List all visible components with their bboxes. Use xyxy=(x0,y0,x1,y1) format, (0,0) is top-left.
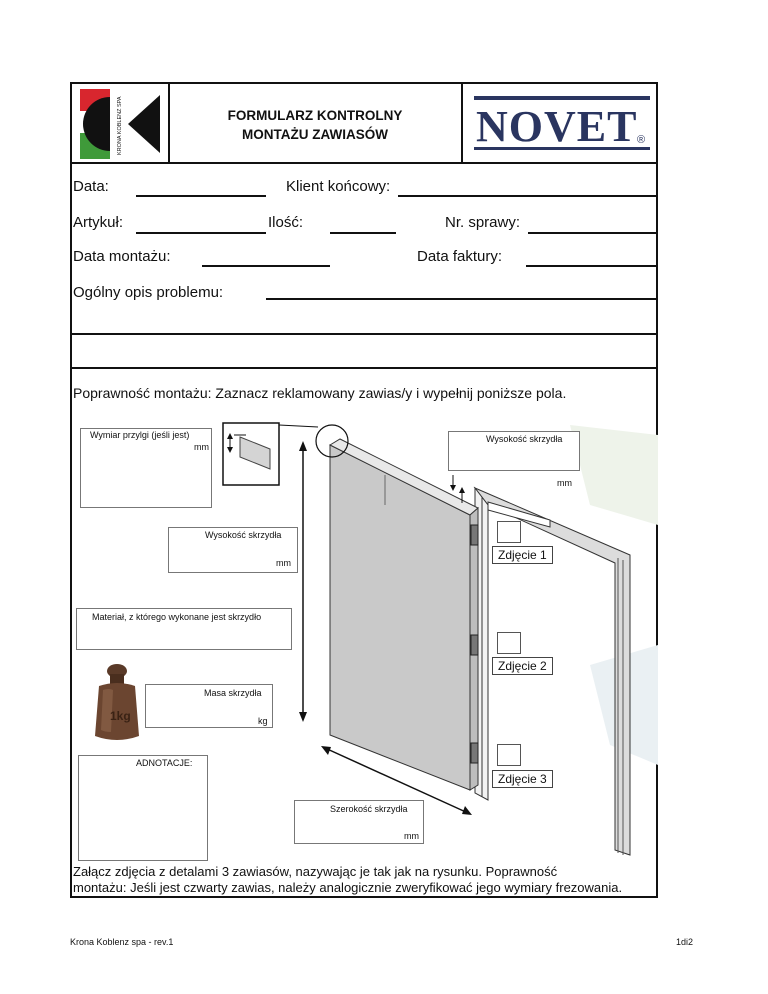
field-klient[interactable] xyxy=(398,195,658,197)
label-data-montazu: Data montażu: xyxy=(73,248,171,265)
photo-2-checkbox[interactable] xyxy=(497,632,521,654)
krona-koblenz-logo xyxy=(80,89,166,159)
header-bottom-line xyxy=(70,162,658,164)
logo-vertical-text: KRONA KOBLENZ SPA xyxy=(117,96,123,155)
notes-label: ADNOTACJE: xyxy=(136,758,193,768)
footer-left: Krona Koblenz spa - rev.1 xyxy=(70,937,174,947)
label-data: Data: xyxy=(73,178,109,195)
field-nr-sprawy[interactable] xyxy=(528,232,658,234)
field-data[interactable] xyxy=(136,195,266,197)
height-left-unit: mm xyxy=(276,558,291,568)
header-divider-right xyxy=(461,82,463,162)
height-left-label: Wysokość skrzydła xyxy=(205,530,282,540)
novet-wordmark: NOVET xyxy=(476,102,638,151)
instruction-bottom-2: montażu: Jeśli jest czwarty zawias, należy analogicznie zweryfikować jego wymiary frezowania. xyxy=(73,880,623,895)
title-line-1: FORMULARZ KONTROLNY xyxy=(227,108,403,123)
field-opis[interactable] xyxy=(266,298,658,300)
form-title xyxy=(170,106,460,144)
registered-mark: ® xyxy=(637,134,646,146)
przylga-unit: mm xyxy=(194,442,209,452)
label-klient: Klient końcowy: xyxy=(286,178,391,195)
photo-1-label: Zdjęcie 1 xyxy=(492,546,553,564)
opis-row-line-1 xyxy=(70,333,658,335)
photo-2-label: Zdjęcie 2 xyxy=(492,657,553,675)
width-label: Szerokość skrzydła xyxy=(330,804,408,814)
material-label: Materiał, z którego wykonane jest skrzydło xyxy=(92,612,262,622)
label-opis: Ogólny opis problemu: xyxy=(73,284,224,301)
footer-page: 1di2 xyxy=(676,937,694,947)
instruction-bottom-1: Załącz zdjęcia z detalami 3 zawiasów, nazywając je tak jak na rysunku. Poprawność xyxy=(73,864,558,879)
height-top-label: Wysokość skrzydła xyxy=(486,434,563,444)
label-artykul: Artykuł: xyxy=(73,214,124,231)
photo-3-label: Zdjęcie 3 xyxy=(492,770,553,788)
field-ilosc[interactable] xyxy=(330,232,396,234)
photo-3-checkbox[interactable] xyxy=(497,744,521,766)
label-ilosc: Ilość: xyxy=(268,214,304,231)
field-data-montazu[interactable] xyxy=(202,265,330,267)
title-line-2: MONTAŻU ZAWIASÓW xyxy=(242,127,388,142)
label-nr-sprawy: Nr. sprawy: xyxy=(445,214,521,231)
field-artykul[interactable] xyxy=(136,232,266,234)
mass-label: Masa skrzydła xyxy=(204,688,262,698)
novet-logo xyxy=(474,96,650,152)
opis-row-line-2 xyxy=(70,367,658,369)
field-data-faktury[interactable] xyxy=(526,265,658,267)
przylga-box[interactable] xyxy=(80,428,212,508)
width-unit: mm xyxy=(404,831,419,841)
przylga-label: Wymiar przylgi (jeśli jest) xyxy=(90,430,190,440)
photo-1-checkbox[interactable] xyxy=(497,521,521,543)
label-data-faktury: Data faktury: xyxy=(417,248,503,265)
notes-box[interactable] xyxy=(78,755,208,861)
mass-unit: kg xyxy=(258,716,268,726)
instruction-top: Poprawność montażu: Zaznacz reklamowany zawias/y i wypełnij poniższe pola. xyxy=(73,385,567,401)
weight-image xyxy=(93,660,141,742)
height-top-unit: mm xyxy=(557,478,572,488)
weight-label: 1kg xyxy=(110,709,131,723)
